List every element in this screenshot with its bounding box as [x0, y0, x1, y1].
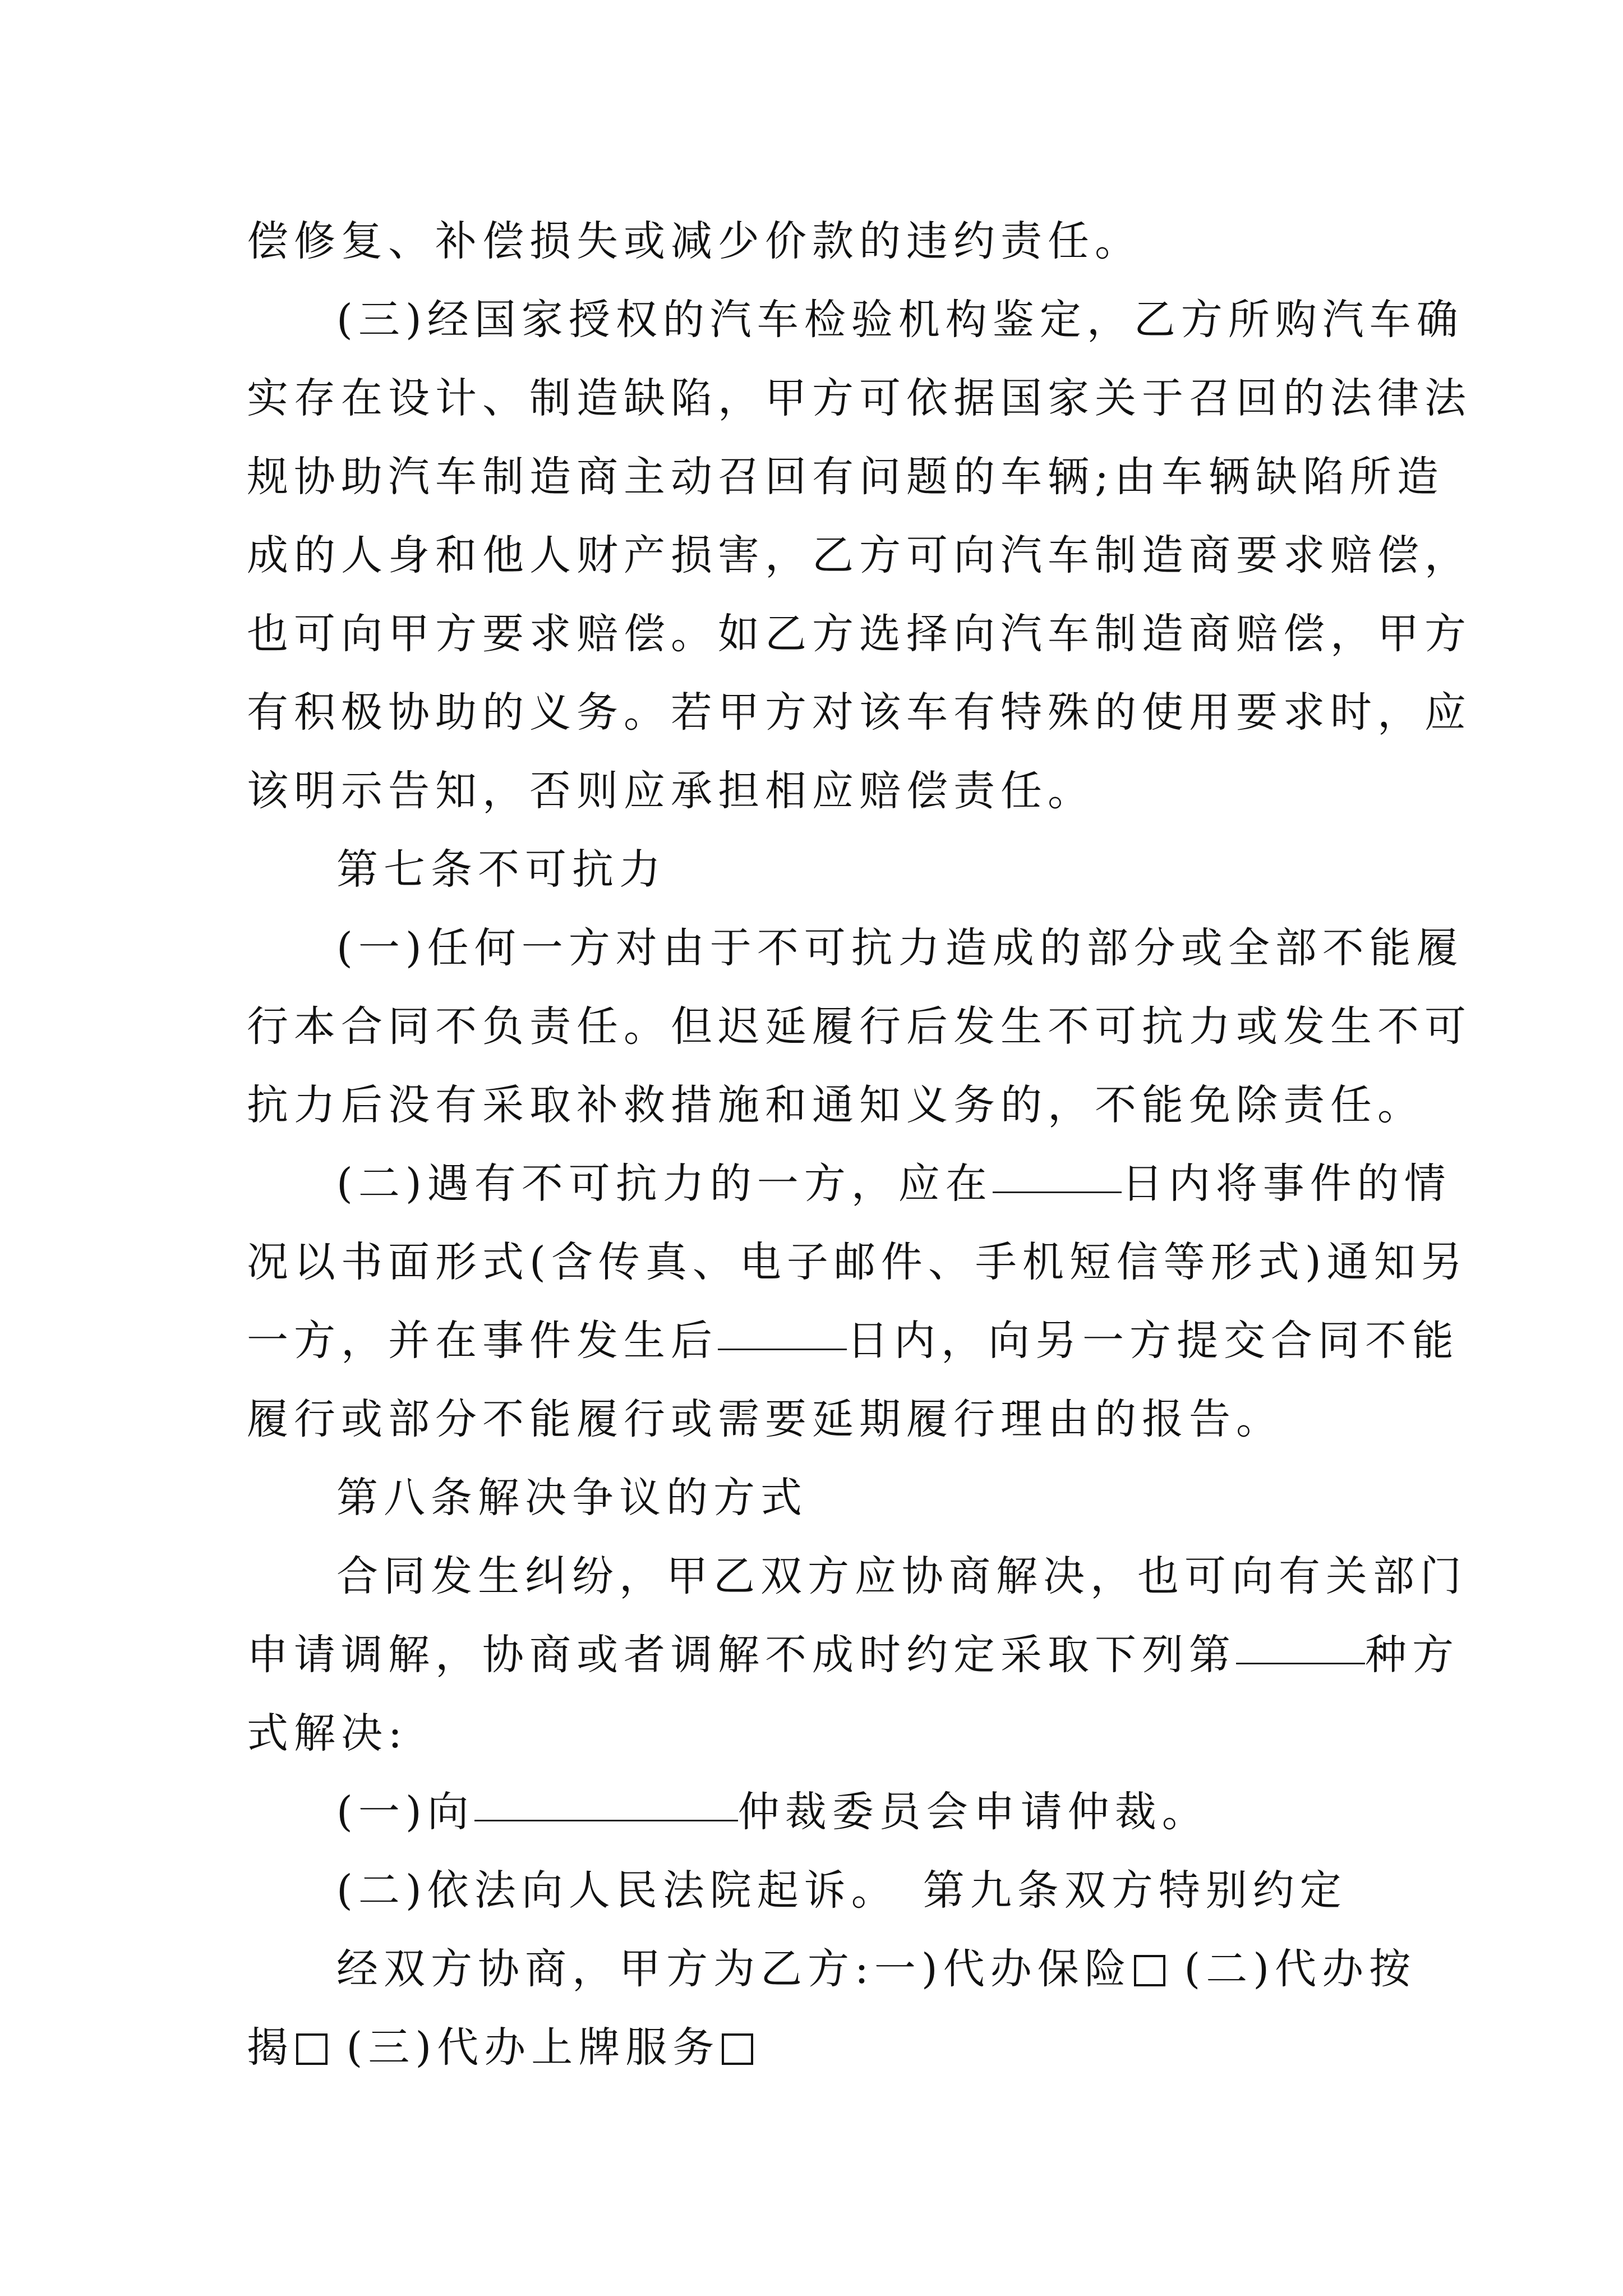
- registration-checkbox[interactable]: [722, 2033, 753, 2065]
- text-line: [247, 987, 1472, 1066]
- text-span: 日内将事件的情: [1121, 1159, 1451, 1208]
- text-line: [336, 280, 1464, 359]
- text-span: 有积极协助的义务。若甲方对该车有特殊的使用要求时，应: [247, 688, 1472, 737]
- text-line: [247, 1223, 1468, 1301]
- text-span: 一方，并在事件发生后: [247, 1317, 718, 1365]
- heading-text: 第七条不可抗力: [336, 845, 666, 894]
- text-span: 经双方协商，甲方为乙方:一)代办保险: [336, 1945, 1132, 1993]
- text-line: [247, 359, 1472, 438]
- mortgage-checkbox[interactable]: [296, 2033, 328, 2065]
- text-span: (一)任何一方对由于不可抗力造成的部分或全部不能履: [336, 924, 1464, 972]
- text-span: 揭: [247, 2023, 294, 2072]
- text-span: 日内，向另一方提交合同不能: [847, 1317, 1459, 1365]
- fill-in-blank[interactable]: [1236, 1627, 1365, 1664]
- text-span: 种方: [1365, 1631, 1459, 1679]
- text-line: [336, 1851, 1391, 1930]
- text-line: [247, 438, 1444, 516]
- article-heading: 第九条双方特别约定: [923, 1866, 1347, 1915]
- text-span: (二)代办按: [1184, 1945, 1417, 1993]
- text-line: [247, 595, 1472, 673]
- text-span: 申请调解，协商或者调解不成时约定采取下列第: [247, 1631, 1236, 1679]
- text-line: [247, 202, 1391, 280]
- text-line: [247, 1301, 1459, 1380]
- text-line: [247, 1694, 1391, 1773]
- text-span: 也可向甲方要求赔偿。如乙方选择向汽车制造商赔偿，甲方: [247, 610, 1472, 658]
- text-line: [247, 752, 1391, 830]
- text-span: (一)向: [336, 1788, 474, 1836]
- text-span: 实存在设计、制造缺陷，甲方可依据国家关于召回的法律法: [247, 374, 1472, 422]
- text-span: 行本合同不负责任。但迟延履行后发生不可抗力或发生不可: [247, 1002, 1472, 1051]
- text-line: [247, 2008, 1391, 2087]
- text-line: [336, 1144, 1451, 1223]
- text-span: (二)依法向人民法院起诉。: [336, 1866, 898, 1915]
- text-span: 履行或部分不能履行或需要延期履行理由的报告。: [247, 1395, 1283, 1443]
- text-span: 成的人身和他人财产损害，乙方可向汽车制造商要求赔偿，: [247, 531, 1472, 579]
- text-line: [336, 1773, 1391, 1851]
- text-span: 况以书面形式(含传真、电子邮件、手机短信等形式)通知另: [247, 1238, 1468, 1286]
- text-span: 规协助汽车制造商主动召回有问题的车辆;由车辆缺陷所造: [247, 453, 1444, 501]
- article-heading: [336, 830, 1391, 909]
- text-line: [247, 1380, 1391, 1458]
- fill-in-blank[interactable]: [993, 1156, 1122, 1193]
- insurance-checkbox[interactable]: [1134, 1955, 1165, 1986]
- text-span: 合同发生纠纷，甲乙双方应协商解决，也可向有关部门: [336, 1552, 1467, 1600]
- text-span: (三)代办上牌服务: [346, 2023, 720, 2072]
- heading-text: 第八条解决争议的方式: [336, 1474, 808, 1522]
- text-line: [247, 1066, 1424, 1144]
- text-span: 偿修复、补偿损失或减少价款的违约责任。: [247, 217, 1142, 265]
- text-line: [336, 1930, 1417, 2008]
- fill-in-blank[interactable]: [474, 1784, 738, 1821]
- text-line: [247, 673, 1472, 752]
- article-heading: [336, 1458, 1391, 1537]
- text-span: 抗力后没有采取补救措施和通知义务的，不能免除责任。: [247, 1081, 1424, 1129]
- text-span: 式解决:: [247, 1709, 408, 1757]
- text-span: (三)经国家授权的汽车检验机构鉴定，乙方所购汽车确: [336, 296, 1464, 344]
- text-line: [336, 1537, 1467, 1616]
- text-line: [247, 516, 1472, 595]
- text-span: (二)遇有不可抗力的一方，应在: [336, 1159, 993, 1208]
- fill-in-blank[interactable]: [718, 1313, 847, 1350]
- text-span: 仲裁委员会申请仲裁。: [737, 1788, 1209, 1836]
- text-line: [247, 1616, 1459, 1694]
- text-line: [336, 909, 1464, 987]
- text-span: 该明示告知，否则应承担相应赔偿责任。: [247, 767, 1095, 815]
